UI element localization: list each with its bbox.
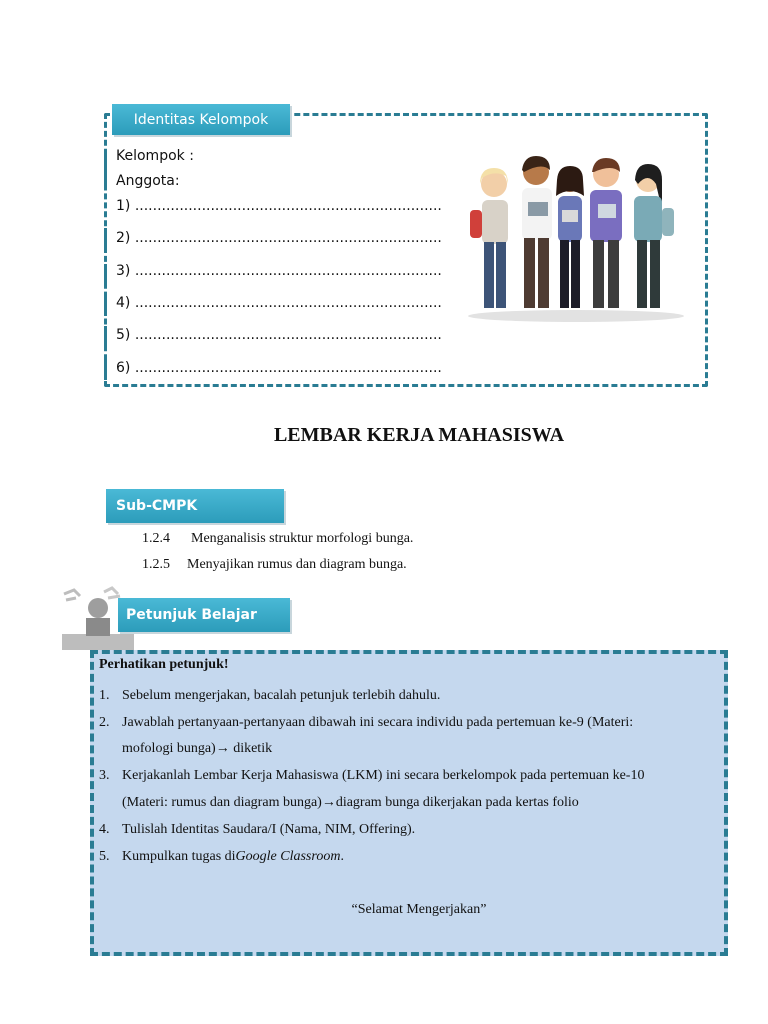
item-italic: Google Classroom — [235, 849, 341, 864]
students-illustration — [466, 150, 686, 330]
identitas-tab: Identitas Kelompok — [112, 104, 290, 135]
member-line-6: 6) ..................................................................... — [116, 360, 442, 376]
item-text: Jawablah pertanyaan-pertanyaan dibawah ini secara individu pada pertemuan ke-9 (Materi: — [122, 715, 634, 730]
petunjuk-item-2 — [99, 715, 633, 731]
cmpk-text: Menganalisis struktur morfologi bunga. — [191, 531, 414, 546]
petunjuk-item-2-cont: mofologi bunga)→ diketik — [122, 741, 273, 756]
cmpk-number: 1.2.4 — [142, 531, 170, 546]
member-line-2: 2) ..................................................................... — [116, 230, 442, 246]
member-line-3: 3) ..................................................................... — [116, 263, 442, 279]
page-title: LEMBAR KERJA MAHASISWA — [273, 424, 565, 446]
cmpk-item-1 — [142, 531, 413, 547]
item-number: 2. — [99, 715, 110, 730]
item-text: Sebelum mengerjakan, bacalah petunjuk terlebih dahulu. — [122, 688, 441, 703]
petunjuk-item-3 — [99, 768, 644, 784]
cmpk-item-2 — [142, 557, 407, 573]
petunjuk-heading: Perhatikan petunjuk! — [99, 657, 229, 672]
closing-text: “Selamat Mengerjakan” — [351, 902, 487, 917]
item-tail: . — [340, 849, 344, 864]
kelompok-label: Kelompok : — [116, 148, 194, 164]
item-number: 4. — [99, 822, 110, 837]
item-number: 3. — [99, 768, 110, 783]
member-line-1: 1) ..................................................................... — [116, 198, 442, 214]
petunjuk-item-5 — [99, 849, 344, 865]
petunjuk-tab: Petunjuk Belajar — [118, 598, 290, 632]
petunjuk-item-4 — [99, 822, 415, 838]
sub-cmpk-tab: Sub-CMPK — [106, 489, 284, 523]
item-number: 5. — [99, 849, 110, 864]
cmpk-text: Menyajikan rumus dan diagram bunga. — [187, 557, 407, 572]
anggota-label: Anggota: — [116, 173, 180, 189]
item-number: 1. — [99, 688, 110, 703]
item-text: Tulislah Identitas Saudara/I (Nama, NIM, Offering). — [122, 822, 416, 837]
member-line-5: 5) ..................................................................... — [116, 327, 442, 343]
cmpk-number: 1.2.5 — [142, 557, 170, 572]
item-text: Kumpulkan tugas di — [122, 849, 236, 864]
petunjuk-item-1 — [99, 688, 440, 704]
item-text: Kerjakanlah Lembar Kerja Mahasiswa (LKM) ini secara berkelompok pada pertemuan ke-10 — [122, 768, 645, 783]
member-line-4: 4) ..................................................................... — [116, 295, 442, 311]
petunjuk-item-3-cont: (Materi: rumus dan diagram bunga)→diagram bunga dikerjakan pada kertas folio — [122, 795, 579, 810]
